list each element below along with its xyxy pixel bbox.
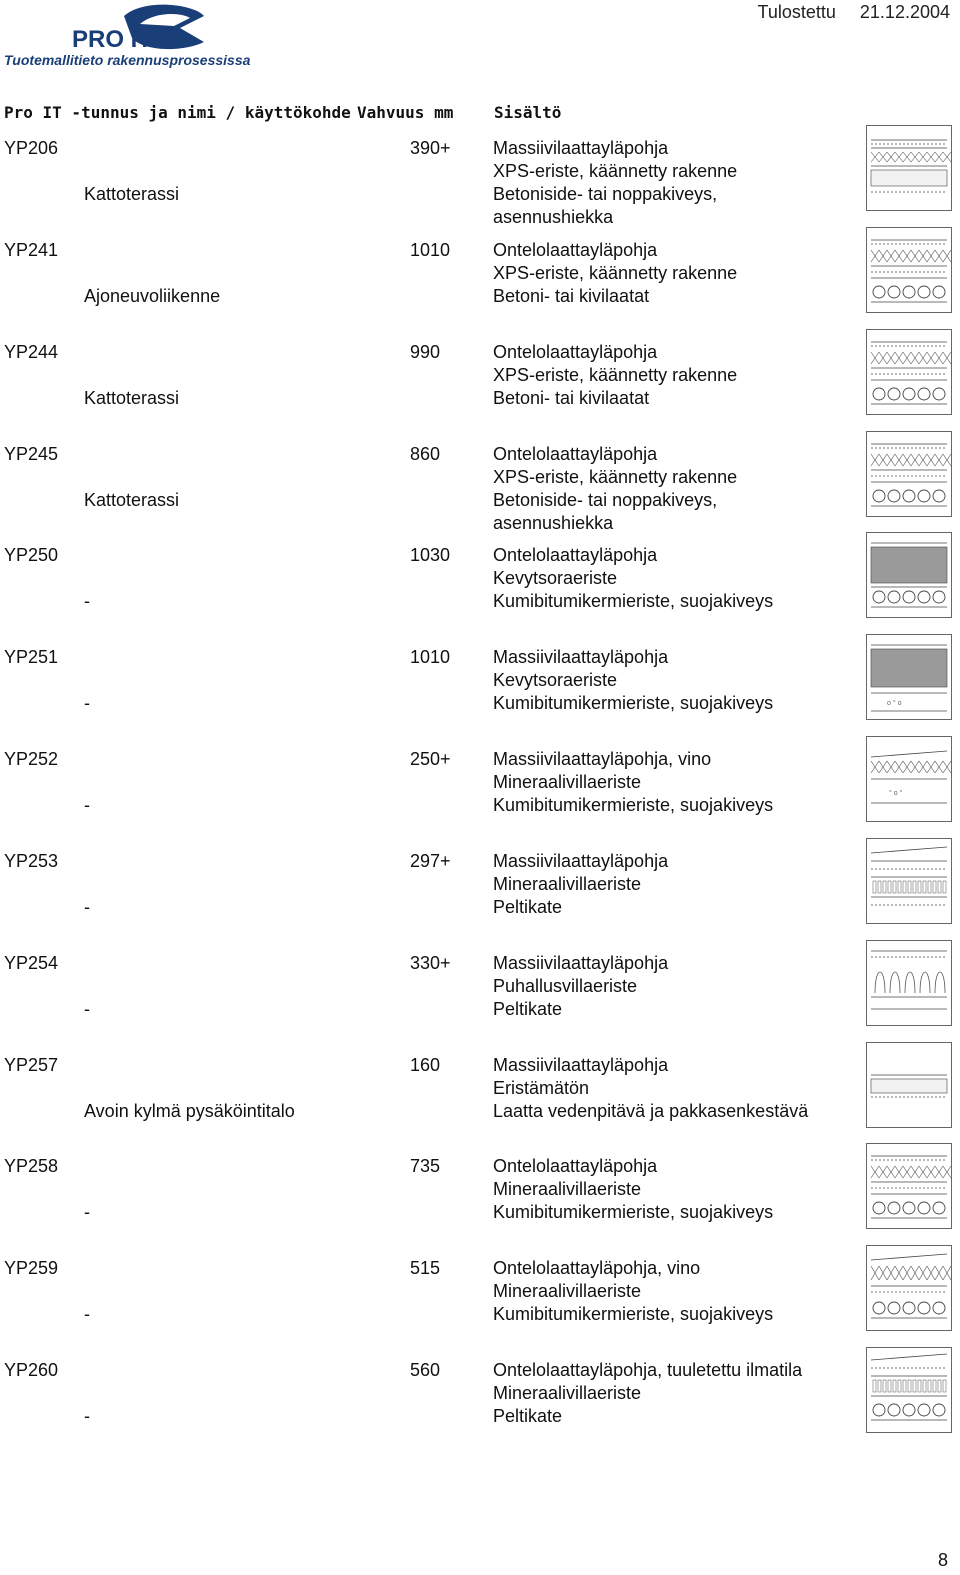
usage-target: - — [84, 999, 90, 1019]
content-line: Kevytsoraeriste — [493, 670, 618, 690]
product-id: YP251 — [4, 647, 59, 667]
content-line: Ontelolaattayläpohja — [493, 444, 658, 464]
thickness-mm: 860 — [410, 444, 441, 464]
product-id: YP241 — [4, 240, 59, 260]
structure-thumbnail-icon — [866, 940, 952, 1026]
usage-target: - — [84, 1304, 90, 1324]
content-line: Mineraalivillaeriste — [493, 1383, 642, 1403]
thickness-mm: 735 — [410, 1156, 441, 1176]
svg-text:° o °: ° o ° — [889, 790, 903, 797]
content-description — [493, 239, 737, 308]
usage-target: Kattoterassi — [84, 490, 180, 510]
content-line: asennushiekka — [493, 207, 614, 227]
content-line: Ontelolaattayläpohja — [493, 1156, 658, 1176]
content-description — [493, 1054, 808, 1123]
table-header — [4, 103, 562, 122]
content-line: Massiivilaattayläpohja — [493, 138, 669, 158]
usage-target: - — [84, 897, 90, 917]
logo-tagline: Tuotemallitieto rakennusprosessissa — [4, 52, 251, 68]
content-line: Mineraalivillaeriste — [493, 874, 642, 894]
content-line: Massiivilaattayläpohja — [493, 1055, 669, 1075]
content-line: XPS-eriste, käännetty rakenne — [493, 467, 738, 487]
header-content: Sisältö — [494, 103, 562, 122]
table-row — [0, 646, 960, 746]
content-description — [493, 646, 773, 715]
content-line: Ontelolaattayläpohja — [493, 240, 658, 260]
page-number: 8 — [937, 1550, 948, 1570]
thickness-mm: 1010 — [410, 647, 451, 667]
content-line: Kumibitumikermieriste, suojakiveys — [493, 1202, 774, 1222]
content-line: Kumibitumikermieriste, suojakiveys — [493, 693, 774, 713]
usage-target: - — [84, 795, 90, 815]
structure-thumbnail-icon — [866, 431, 952, 517]
table-row — [0, 1359, 960, 1459]
content-line: Betoniside- tai noppakiveys, — [493, 490, 718, 510]
product-id: YP254 — [4, 953, 59, 973]
content-description — [493, 137, 737, 229]
thickness-mm: 990 — [410, 342, 441, 362]
content-line: Massiivilaattayläpohja — [493, 647, 669, 667]
product-id: YP250 — [4, 545, 59, 565]
content-line: Kumibitumikermieriste, suojakiveys — [493, 795, 774, 815]
cross-section-drawing — [867, 1043, 951, 1127]
usage-target: Ajoneuvoliikenne — [84, 286, 221, 306]
content-line: Betoni- tai kivilaatat — [493, 388, 650, 408]
svg-text:o ° o: o ° o — [887, 700, 902, 707]
usage-target: - — [84, 1202, 90, 1222]
thickness-mm: 515 — [410, 1258, 441, 1278]
cross-section-drawing — [867, 432, 951, 516]
table-row — [0, 748, 960, 848]
header-strength: Vahvuus mm — [357, 103, 454, 122]
content-line: Eristämätön — [493, 1078, 590, 1098]
printed-label: Tulostettu — [757, 2, 836, 22]
cross-section-drawing — [867, 635, 951, 719]
thickness-mm: 330+ — [410, 953, 451, 973]
table-row — [0, 443, 960, 543]
content-line: Massiivilaattayläpohja — [493, 953, 669, 973]
content-description — [493, 341, 737, 410]
table-row — [0, 341, 960, 441]
header-id-name-use: Pro IT -tunnus ja nimi / käyttökohde — [4, 103, 351, 122]
content-description — [493, 1257, 773, 1326]
content-line: Massiivilaattayläpohja — [493, 851, 669, 871]
content-description — [493, 952, 668, 1021]
product-id: YP253 — [4, 851, 59, 871]
product-id: YP245 — [4, 444, 59, 464]
structure-thumbnail-icon — [866, 1245, 952, 1331]
cross-section-drawing — [867, 941, 951, 1025]
table-row — [0, 239, 960, 339]
structure-thumbnail-icon — [866, 838, 952, 924]
cross-section-drawing — [867, 126, 951, 210]
content-line: Laatta vedenpitävä ja pakkasenkestävä — [493, 1101, 809, 1121]
product-id: YP252 — [4, 749, 59, 769]
usage-target: - — [84, 591, 90, 611]
thickness-mm: 297+ — [410, 851, 451, 871]
structure-thumbnail-icon — [866, 227, 952, 313]
thickness-mm: 160 — [410, 1055, 441, 1075]
content-description — [493, 850, 668, 919]
cross-section-drawing — [867, 839, 951, 923]
product-id: YP206 — [4, 138, 59, 158]
structure-thumbnail-icon — [866, 1347, 952, 1433]
content-line: Peltikate — [493, 1406, 563, 1426]
thickness-mm: 560 — [410, 1360, 441, 1380]
structure-thumbnail-icon — [866, 736, 952, 822]
content-description — [493, 1359, 802, 1428]
content-line: XPS-eriste, käännetty rakenne — [493, 365, 738, 385]
content-line: Peltikate — [493, 897, 563, 917]
printed-info — [734, 2, 950, 23]
content-line: asennushiekka — [493, 513, 614, 533]
content-line: Kumibitumikermieriste, suojakiveys — [493, 591, 774, 611]
structure-thumbnail-icon — [866, 1042, 952, 1128]
content-line: Kevytsoraeriste — [493, 568, 618, 588]
content-line: Ontelolaattayläpohja — [493, 545, 658, 565]
thickness-mm: 1010 — [410, 240, 451, 260]
table-row — [0, 952, 960, 1052]
table-row — [0, 137, 960, 237]
table-row — [0, 1155, 960, 1255]
structure-thumbnail-icon — [866, 1143, 952, 1229]
content-line: Betoni- tai kivilaatat — [493, 286, 650, 306]
cross-section-drawing — [867, 330, 951, 414]
cross-section-drawing — [867, 1246, 951, 1330]
table-row — [0, 1257, 960, 1357]
product-id: YP260 — [4, 1360, 59, 1380]
content-description — [493, 544, 773, 613]
content-line: Mineraalivillaeriste — [493, 1281, 642, 1301]
product-id: YP259 — [4, 1258, 59, 1278]
cross-section-drawing — [867, 1144, 951, 1228]
thickness-mm: 1030 — [410, 545, 451, 565]
usage-target: - — [84, 693, 90, 713]
thickness-mm: 390+ — [410, 138, 451, 158]
printed-date: 21.12.2004 — [859, 2, 950, 22]
content-description — [493, 1155, 773, 1224]
content-line: Ontelolaattayläpohja, tuuletettu ilmatila — [493, 1360, 803, 1380]
content-line: Peltikate — [493, 999, 563, 1019]
product-id: YP257 — [4, 1055, 59, 1075]
cross-section-drawing — [867, 1348, 951, 1432]
content-line: Mineraalivillaeriste — [493, 1179, 642, 1199]
product-id: YP258 — [4, 1156, 59, 1176]
usage-target: Avoin kylmä pysäköintitalo — [84, 1101, 295, 1121]
structure-thumbnail-icon — [866, 532, 952, 618]
logo-text: PRO IT — [72, 26, 153, 53]
structure-thumbnail-icon — [866, 329, 952, 415]
cross-section-drawing — [867, 737, 951, 821]
content-line: Ontelolaattayläpohja, vino — [493, 1258, 701, 1278]
content-line: XPS-eriste, käännetty rakenne — [493, 161, 738, 181]
content-description — [493, 748, 773, 817]
usage-target: Kattoterassi — [84, 388, 180, 408]
logo-mark-icon — [4, 2, 284, 58]
table-row — [0, 850, 960, 950]
table-row — [0, 1054, 960, 1154]
structure-thumbnail-icon — [866, 125, 952, 211]
structure-thumbnail-icon — [866, 634, 952, 720]
content-line: Ontelolaattayläpohja — [493, 342, 658, 362]
product-id: YP244 — [4, 342, 59, 362]
content-line: Betoniside- tai noppakiveys, — [493, 184, 718, 204]
content-line: Puhallusvillaeriste — [493, 976, 638, 996]
content-line: Massiivilaattayläpohja, vino — [493, 749, 712, 769]
thickness-mm: 250+ — [410, 749, 451, 769]
content-line: XPS-eriste, käännetty rakenne — [493, 263, 738, 283]
table-row — [0, 544, 960, 644]
content-description — [493, 443, 737, 535]
cross-section-drawing — [867, 228, 951, 312]
cross-section-drawing — [867, 533, 951, 617]
content-line: Kumibitumikermieriste, suojakiveys — [493, 1304, 774, 1324]
content-line: Mineraalivillaeriste — [493, 772, 642, 792]
usage-target: - — [84, 1406, 90, 1426]
usage-target: Kattoterassi — [84, 184, 180, 204]
